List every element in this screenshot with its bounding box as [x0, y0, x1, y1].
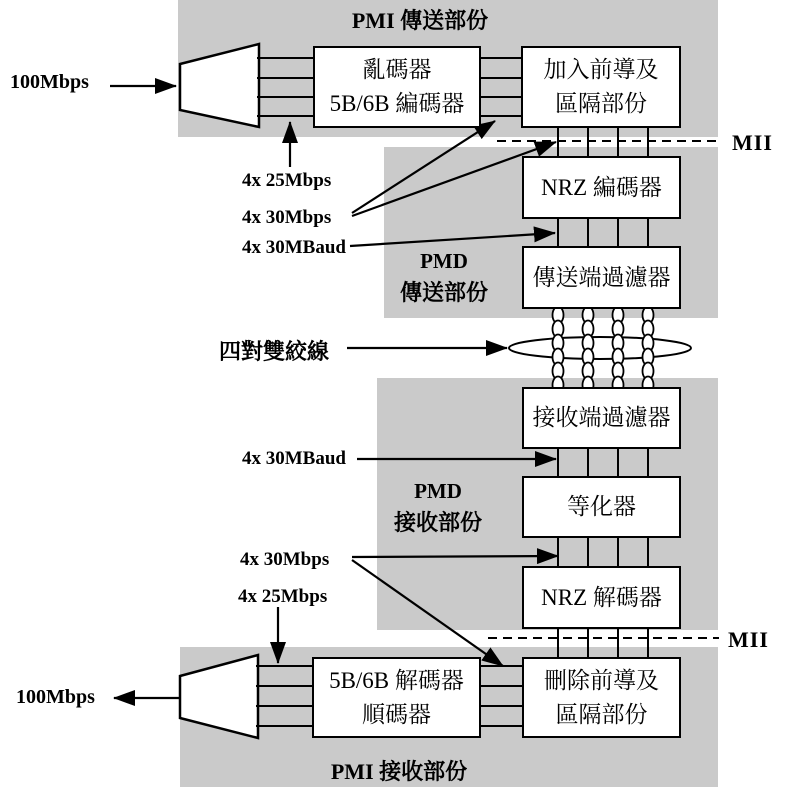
- scrambler-encoder-line1: 亂碼器: [362, 57, 432, 82]
- preamble-add-box: [521, 46, 681, 128]
- tx-serial-to-parallel-trapezoid: [180, 44, 259, 127]
- preamble-add-line2: 區隔部份: [555, 91, 647, 116]
- cable-sheath-ellipse: [509, 337, 691, 359]
- scrambler-encoder-box: [313, 46, 481, 128]
- input-rate-label: 100Mbps: [10, 71, 89, 93]
- mii-label-top: MII: [732, 130, 773, 155]
- preamble-add-line1: 加入前導及: [543, 57, 659, 82]
- pmd-receive-label-line1: PMD: [414, 479, 462, 503]
- pmd-receive-label-line2: 接收部份: [393, 510, 482, 535]
- pmd-transmit-label-line1: PMD: [420, 249, 468, 273]
- decoder-descrambler-line1: 5B/6B 解碼器: [329, 667, 464, 693]
- rx-25mbps-label: 4x 25Mbps: [238, 586, 328, 607]
- nrz-decoder-box: NRZ 解碼器: [522, 566, 681, 629]
- pmi-transmit-title: PMI 傳送部份: [351, 8, 489, 33]
- tx-30mbps-arrow-1: [352, 121, 495, 213]
- rx-30mbps-arrow-1: [352, 556, 558, 557]
- decoder-descrambler-box: [312, 657, 481, 738]
- rx-filter-box: 接收端過濾器: [522, 387, 681, 449]
- rx-parallel-to-serial-trapezoid: [180, 655, 258, 738]
- tx-30mbps-label: 4x 30Mbps: [242, 207, 332, 228]
- twisted-pair-label: 四對雙絞線: [219, 339, 330, 364]
- tx-filter-box: 傳送端過濾器: [522, 246, 681, 309]
- decoder-descrambler-line2: 順碼器: [362, 701, 431, 727]
- pmi-receive-title: PMI 接收部份: [330, 759, 468, 784]
- pmd-transmit-label-line2: 傳送部份: [399, 280, 488, 305]
- output-rate-label: 100Mbps: [16, 686, 95, 708]
- twisted-pair-cable: [509, 307, 691, 394]
- equalizer-box: 等化器: [522, 476, 681, 538]
- rx-30mbps-arrow-2: [352, 560, 503, 666]
- rx-30mbps-label: 4x 30Mbps: [240, 549, 330, 570]
- preamble-remove-line2: 區隔部份: [555, 701, 648, 727]
- tx-30mbaud-label: 4x 30MBaud: [242, 237, 346, 258]
- nrz-encoder-box: NRZ 編碼器: [522, 156, 681, 219]
- pmd-transmit-label: [344, 245, 544, 309]
- scrambler-encoder-line2: 5B/6B 編碼器: [329, 91, 465, 116]
- preamble-remove-box: [522, 657, 681, 738]
- tx-25mbps-label: 4x 25Mbps: [242, 170, 332, 191]
- pmd-receive-label: [338, 475, 538, 539]
- preamble-remove-line1: 刪除前導及: [544, 667, 659, 693]
- mii-label-bottom: MII: [728, 627, 769, 652]
- rx-30mbaud-label: 4x 30MBaud: [242, 448, 346, 469]
